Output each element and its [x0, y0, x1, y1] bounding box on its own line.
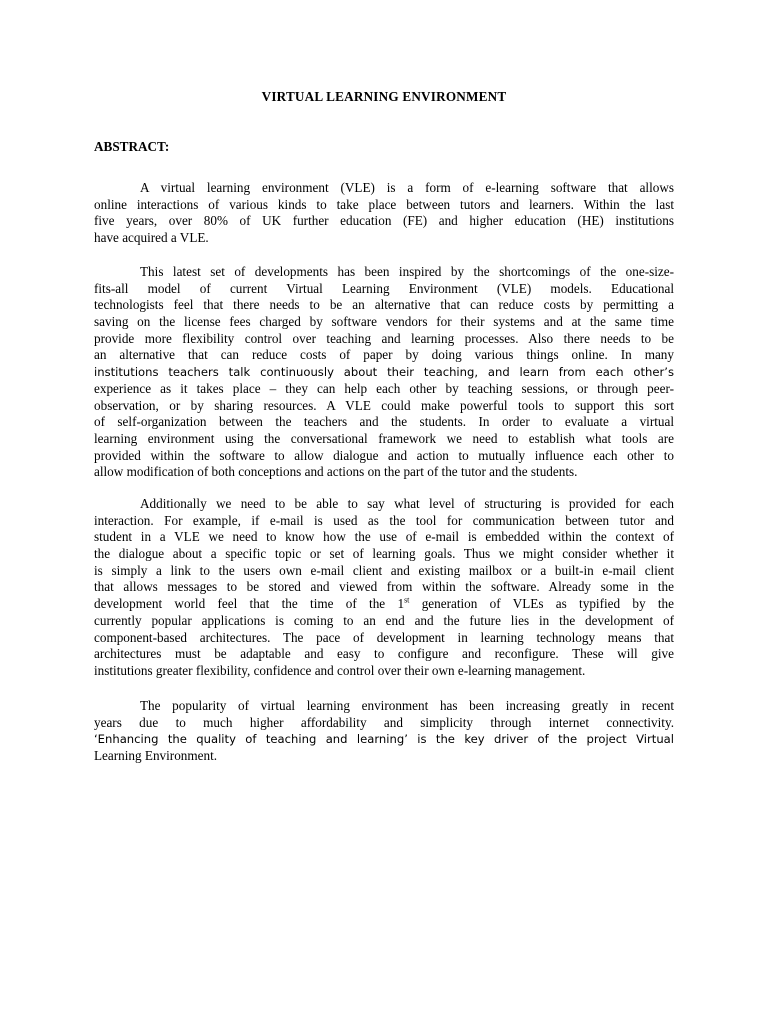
paragraph-4	[94, 698, 674, 765]
paragraph-line: online interactions of various kinds to take place between tutors and learners. Within the last	[94, 196, 674, 212]
paragraph-line: architectures must be adaptable and easy to configure and reconfigure. These will give	[94, 646, 674, 662]
paragraph-line: experience as it takes place – they can help each other by teaching sessions, or through peer-	[94, 380, 674, 396]
paragraph-line: A virtual learning environment (VLE) is a form of e-learning software that allows	[140, 180, 674, 195]
superscript: st	[404, 595, 410, 605]
paragraph-line: allow modification of both conceptions and actions on the part of the tutor and the students.	[94, 464, 578, 480]
paragraph-line: that allows messages to be stored and viewed from within the software. Already some in the	[94, 579, 674, 595]
line-segment: generation of VLEs as typified by the	[409, 596, 674, 612]
paragraph-line: learning environment using the conversational framework we need to establish what tools are	[94, 430, 674, 446]
paragraph-line: currently popular applications is coming to an end and the future lies in the development of	[94, 612, 674, 628]
paragraph-line: years due to much higher affordability and simplicity through internet connectivity.	[94, 714, 674, 730]
paragraph-2	[94, 264, 674, 481]
paragraph-line: saving on the license fees charged by software vendors for their systems and at the same time	[94, 314, 674, 330]
paragraph-line: Learning Environment.	[94, 748, 218, 764]
paragraph-line: ‘Enhancing the quality of teaching and learning’ is the key driver of the project Virtual	[94, 732, 674, 747]
paragraph-line: observation, or by sharing resources. A VLE could make powerful tools to support this sort	[94, 397, 674, 413]
abstract-heading: ABSTRACT:	[94, 139, 170, 154]
paragraph-line: institutions teachers talk continuously about their teaching, and learn from each other’s	[94, 365, 674, 380]
paragraph-line: of self-organization between the teachers and the students. In order to evaluate a virtual	[94, 414, 674, 430]
paragraph-line-with-superscript	[94, 596, 674, 613]
line-segment: development world feel that the time of the 1	[94, 596, 405, 612]
paragraph-line: Additionally we need to be able to say what level of structuring is provided for each	[140, 496, 674, 511]
paragraph-line: provide more flexibility control over teaching and learning processes. Also there needs to be	[94, 330, 674, 346]
paragraph-line: the dialogue about a specific topic or set of learning goals. Thus we might consider whether it	[94, 546, 674, 562]
paragraph-1	[94, 180, 674, 247]
paragraph-line: is simply a link to the users own e-mail client and existing mailbox or a built-in e-mail client	[94, 562, 674, 578]
paragraph-line: five years, over 80% of UK further education (FE) and higher education (HE) institutions	[94, 213, 674, 229]
document-title: VIRTUAL LEARNING ENVIRONMENT	[261, 89, 507, 104]
paragraph-line: interaction. For example, if e-mail is used as the tool for communication between tutor and	[94, 512, 674, 528]
paragraph-line: The popularity of virtual learning environment has been increasing greatly in recent	[140, 698, 674, 713]
paragraph-line: student in a VLE we need to know how the use of e-mail is embedded within the context of	[94, 529, 674, 545]
paragraph-line: component-based architectures. The pace of development in learning technology means that	[94, 629, 674, 645]
paragraph-line: have acquired a VLE.	[94, 230, 209, 246]
paragraph-line: This latest set of developments has been inspired by the shortcomings of the one-size-	[140, 264, 674, 279]
paragraph-line: provided within the software to allow dialogue and action to mutually influence each other to	[94, 447, 674, 463]
paragraph-3	[94, 496, 674, 680]
paragraph-line: institutions greater flexibility, confidence and control over their own e-learning management.	[94, 662, 586, 678]
paragraph-line: an alternative that can reduce costs of paper by doing various things online. In many	[94, 347, 674, 363]
paragraph-line: technologists feel that there needs to be an alternative that can reduce costs by permitting a	[94, 297, 674, 313]
paragraph-line: fits-all model of current Virtual Learning Environment (VLE) models. Educational	[94, 280, 674, 296]
